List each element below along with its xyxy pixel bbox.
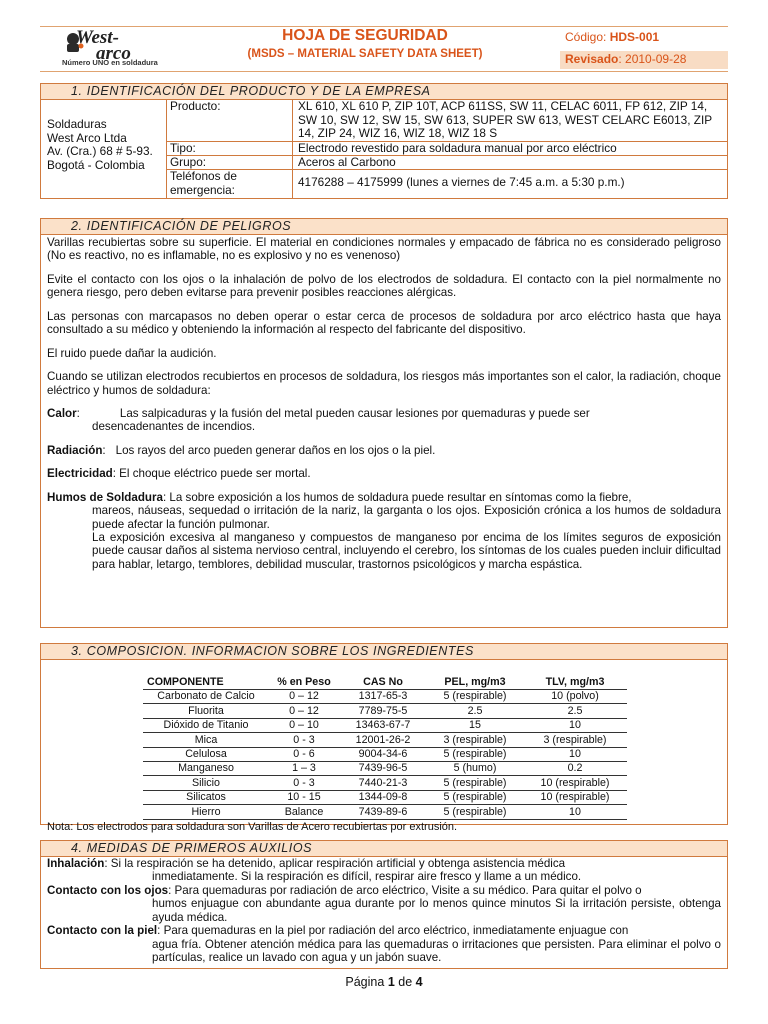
fumes-manganese-text: La exposición excesiva al manganeso y compuestos de manganeso por encima de los límites seguros de exposición puede causar daños al sistema nervioso central, incluyendo el cerebro, los síntomas de los cuales pueden incluir dificultad para hablar, letargo, temblores, debilidad muscular, trastornos psicológicos y marcha espástica.: [92, 531, 721, 571]
cell: 0 - 3: [269, 776, 339, 790]
col-tlv: TLV, mg/m3: [523, 676, 627, 690]
col-cas: CAS No: [339, 676, 427, 690]
cell: 5 (respirable): [427, 747, 523, 761]
hazard-heat: Calor: Las salpicaduras y la fusión del metal pueden causar lesiones por quemaduras y puede ser desencadenantes de incendios.: [47, 407, 721, 434]
cell: Hierro: [143, 805, 269, 819]
cell: 10 (respirable): [523, 776, 627, 790]
cell: 7440-21-3: [339, 776, 427, 790]
cell: 1 – 3: [269, 761, 339, 775]
table-row: [143, 718, 627, 732]
emergency-phone-row: [167, 170, 727, 198]
cell: 5 (respirable): [427, 790, 523, 804]
table-row: [143, 690, 627, 704]
col-pel: PEL, mg/m3: [427, 676, 523, 690]
radiation-label: Radiación: [47, 443, 103, 457]
cell: 15: [427, 718, 523, 732]
composition-note: Nota: Los electrodos para soldadura son Varillas de Acero recubiertas por extrusión.: [47, 820, 458, 833]
cell: 0 – 10: [269, 718, 339, 732]
cell: 3 (respirable): [523, 733, 627, 747]
cell: 5 (respirable): [427, 690, 523, 704]
company-line: Av. (Cra.) 68 # 5-93.: [47, 144, 153, 159]
hazard-paragraph: Cuando se utilizan electrodos recubiertos en procesos de soldadura, los riesgos más importantes son el calor, la radiación, choque eléctrico y humos de soldadura:: [47, 370, 721, 397]
fumes-label: Humos de Soldadura: [47, 490, 163, 504]
cell: 0 - 3: [269, 733, 339, 747]
code-label: Código: [565, 30, 604, 44]
cell: 3 (respirable): [427, 733, 523, 747]
section-3-title: 3. COMPOSICION. INFORMACION SOBRE LOS INGREDIENTES: [41, 644, 727, 660]
eyes-text: : Para quemaduras por radiación de arco eléctrico, Visite a su médico. Para quitar el polvo o: [168, 883, 642, 897]
cell: 0.2: [523, 761, 627, 775]
revised-value: 2010-09-28: [625, 52, 687, 66]
cell: Dióxido de Titanio: [143, 718, 269, 732]
first-aid-eyes: [47, 884, 721, 924]
cell: Silicio: [143, 776, 269, 790]
emergency-phone-label: Teléfonos de emergencia:: [167, 170, 293, 198]
product-table: [41, 100, 727, 198]
table-row: [143, 704, 627, 718]
eyes-label: Contacto con los ojos: [47, 883, 169, 897]
page-of-label: de: [398, 975, 413, 989]
heat-text: Las salpicaduras y la fusión del metal pueden causar lesiones por quemaduras y puede ser: [119, 406, 590, 420]
section-2-hazards: [40, 218, 728, 628]
cell: 10 (polvo): [523, 690, 627, 704]
skin-label: Contacto con la piel: [47, 924, 158, 938]
cell: 10 - 15: [269, 790, 339, 804]
cell: 1344-09-8: [339, 790, 427, 804]
cell: 1317-65-3: [339, 690, 427, 704]
cell: 13463-67-7: [339, 718, 427, 732]
company-line: West Arco Ltda: [47, 130, 127, 145]
composition-header-row: [143, 676, 627, 690]
fumes-text: : La sobre exposición a los humos de soldadura puede resultar en síntomas como la fiebre,: [162, 490, 632, 504]
cell: 10: [523, 718, 627, 732]
table-row: [143, 747, 627, 761]
revised-date: Revisado: 2010-09-28: [565, 52, 687, 66]
cell: Manganeso: [143, 761, 269, 775]
cell: Balance: [269, 805, 339, 819]
inhalation-text: : Si la respiración se ha detenido, aplicar respiración artificial y obtenga asistencia médica: [104, 857, 566, 870]
logo-tagline: Número UNO en soldadura: [62, 58, 158, 67]
header-bottom-rule: [40, 71, 728, 72]
company-line: Bogotá - Colombia: [47, 158, 145, 173]
type-row: [167, 142, 727, 156]
document-code: Código: HDS-001: [565, 30, 660, 44]
cell: Carbonato de Calcio: [143, 690, 269, 704]
company-address: [41, 100, 167, 198]
document-title: HOJA DE SEGURIDAD: [282, 27, 448, 44]
type-label: Tipo:: [167, 142, 293, 155]
cell: 7439-96-5: [339, 761, 427, 775]
cell: Fluorita: [143, 704, 269, 718]
table-row: [143, 805, 627, 819]
section-2-title: 2. IDENTIFICACIÓN DE PELIGROS: [41, 219, 727, 235]
group-label: Grupo:: [167, 156, 293, 169]
composition-table: [143, 676, 627, 820]
table-row: [143, 733, 627, 747]
cell: Celulosa: [143, 747, 269, 761]
radiation-text: Los rayos del arco pueden generar daños en los ojos o la piel.: [115, 443, 436, 457]
emergency-phone-value: 4176288 – 4175999 (lunes a viernes de 7:45 a.m. a 5:30 p.m.): [298, 175, 625, 189]
cell: 5 (humo): [427, 761, 523, 775]
hazard-fumes: [47, 491, 721, 572]
cell: 7439-89-6: [339, 805, 427, 819]
logo-text-arco: arco: [96, 43, 131, 64]
cell: 0 – 12: [269, 690, 339, 704]
section-3-composition: [40, 643, 728, 833]
type-value: Electrodo revestido para soldadura manual por arco eléctrico: [298, 141, 617, 155]
section-1-product-identification: [40, 83, 728, 199]
page-number: 1: [387, 975, 395, 989]
page-label: Página: [345, 975, 385, 989]
fumes-text-cont: mareos, náuseas, sequedad o irritación de la nariz, la garganta o los ojos. Exposición crónica a los humos de soldadura puede afectar la función pulmonar.: [92, 504, 721, 531]
group-row: [167, 156, 727, 170]
hazard-paragraph: Evite el contacto con los ojos o la inhalación de polvo de los electrodos de soldadura. El contacto con la piel normalmente no genera riesgo, pero deben evitarse para prevenir posibles reacciones alérgicas.: [47, 272, 721, 300]
cell: 12001-26-2: [339, 733, 427, 747]
heat-text-cont: desencadenantes de incendios.: [92, 420, 256, 434]
cell: 0 – 12: [269, 704, 339, 718]
inhalation-text-cont: inmediatamente. Si la respiración es difícil, respirar aire fresco y llame a un médico.: [152, 870, 582, 884]
cell: 0 - 6: [269, 747, 339, 761]
table-row: [143, 776, 627, 790]
document-subtitle: (MSDS – MATERIAL SAFETY DATA SHEET): [247, 48, 483, 60]
west-arco-logo: [54, 29, 164, 69]
cell: Mica: [143, 733, 269, 747]
table-row: [143, 790, 627, 804]
cell: 7789-75-5: [339, 704, 427, 718]
col-weight: % en Peso: [269, 676, 339, 690]
section-4-first-aid: [40, 840, 728, 969]
page-total: 4: [415, 975, 423, 989]
section-1-title: 1. IDENTIFICACIÓN DEL PRODUCTO Y DE LA EMPRESA: [41, 84, 727, 100]
cell: 10: [523, 747, 627, 761]
table-row: [143, 761, 627, 775]
cell: 9004-34-6: [339, 747, 427, 761]
section-4-title: 4. MEDIDAS DE PRIMEROS AUXILIOS: [41, 841, 727, 857]
electricity-text: : El choque eléctrico puede ser mortal.: [112, 467, 311, 481]
hazard-electricity: [47, 467, 721, 480]
hazard-radiation: Radiación: Los rayos del arco pueden generar daños en los ojos o la piel.: [47, 443, 436, 457]
cell: Silicatos: [143, 790, 269, 804]
revised-label: Revisado: [565, 52, 619, 66]
cell: 5 (respirable): [427, 805, 523, 819]
product-row: [167, 100, 727, 142]
hazard-paragraph: Varillas recubiertas sobre su superficie. El material en condiciones normales y empacado de fábrica no es considerado peligroso (No es reactivo, no es inflamable, no es explosivo y no es venenoso): [47, 236, 721, 263]
company-line: Soldaduras: [47, 117, 107, 131]
first-aid-inhalation: [47, 857, 721, 884]
heat-label: Calor: [47, 406, 77, 420]
cell: 2.5: [427, 704, 523, 718]
cell: 5 (respirable): [427, 776, 523, 790]
inhalation-label: Inhalación: [47, 857, 105, 870]
cell: 2.5: [523, 704, 627, 718]
hazard-paragraph: El ruido puede dañar la audición.: [47, 346, 217, 360]
product-label: Producto:: [167, 100, 293, 141]
skin-text-cont: agua fría. Obtener atención médica para las quemaduras o irritaciones que persisten. Para eliminar el polvo o partículas, realice un lavado con agua y un jabón suave.: [152, 937, 721, 965]
col-component: COMPONENTE: [143, 676, 269, 690]
group-value: Aceros al Carbono: [298, 155, 396, 169]
first-aid-skin: [47, 924, 721, 964]
page-footer: [0, 975, 768, 990]
cell: 10 (respirable): [523, 790, 627, 804]
skin-text: : Para quemaduras en la piel por radiación del arco eléctrico, inmediatamente enjuague con: [157, 924, 629, 938]
cell: 10: [523, 805, 627, 819]
eyes-text-cont: humos enjuague con abundante agua durante por lo menos quince minutos Si la irritación persiste, obtenga ayuda médica.: [152, 897, 721, 924]
product-value: XL 610, XL 610 P, ZIP 10T, ACP 611SS, SW 11, CELAC 6011, FP 612, ZIP 14, SW 10, SW 12, SW 15, SW 613, SUPER SW 613, WEST CELARC E6013, ZIP 14, ZIP 24, WIZ 16, WIZ 18, WIZ 18 S: [298, 99, 712, 141]
electricity-label: Electricidad: [47, 467, 113, 481]
code-value: HDS-001: [609, 30, 660, 44]
hazard-paragraph: Las personas con marcapasos no deben operar o estar cerca de procesos de soldadura por arco eléctrico hasta que haya consultado a su médico y obteniendo la información al respecto del fabricante del dispositivo.: [47, 309, 721, 337]
logo-text-west: West-: [76, 27, 119, 48]
